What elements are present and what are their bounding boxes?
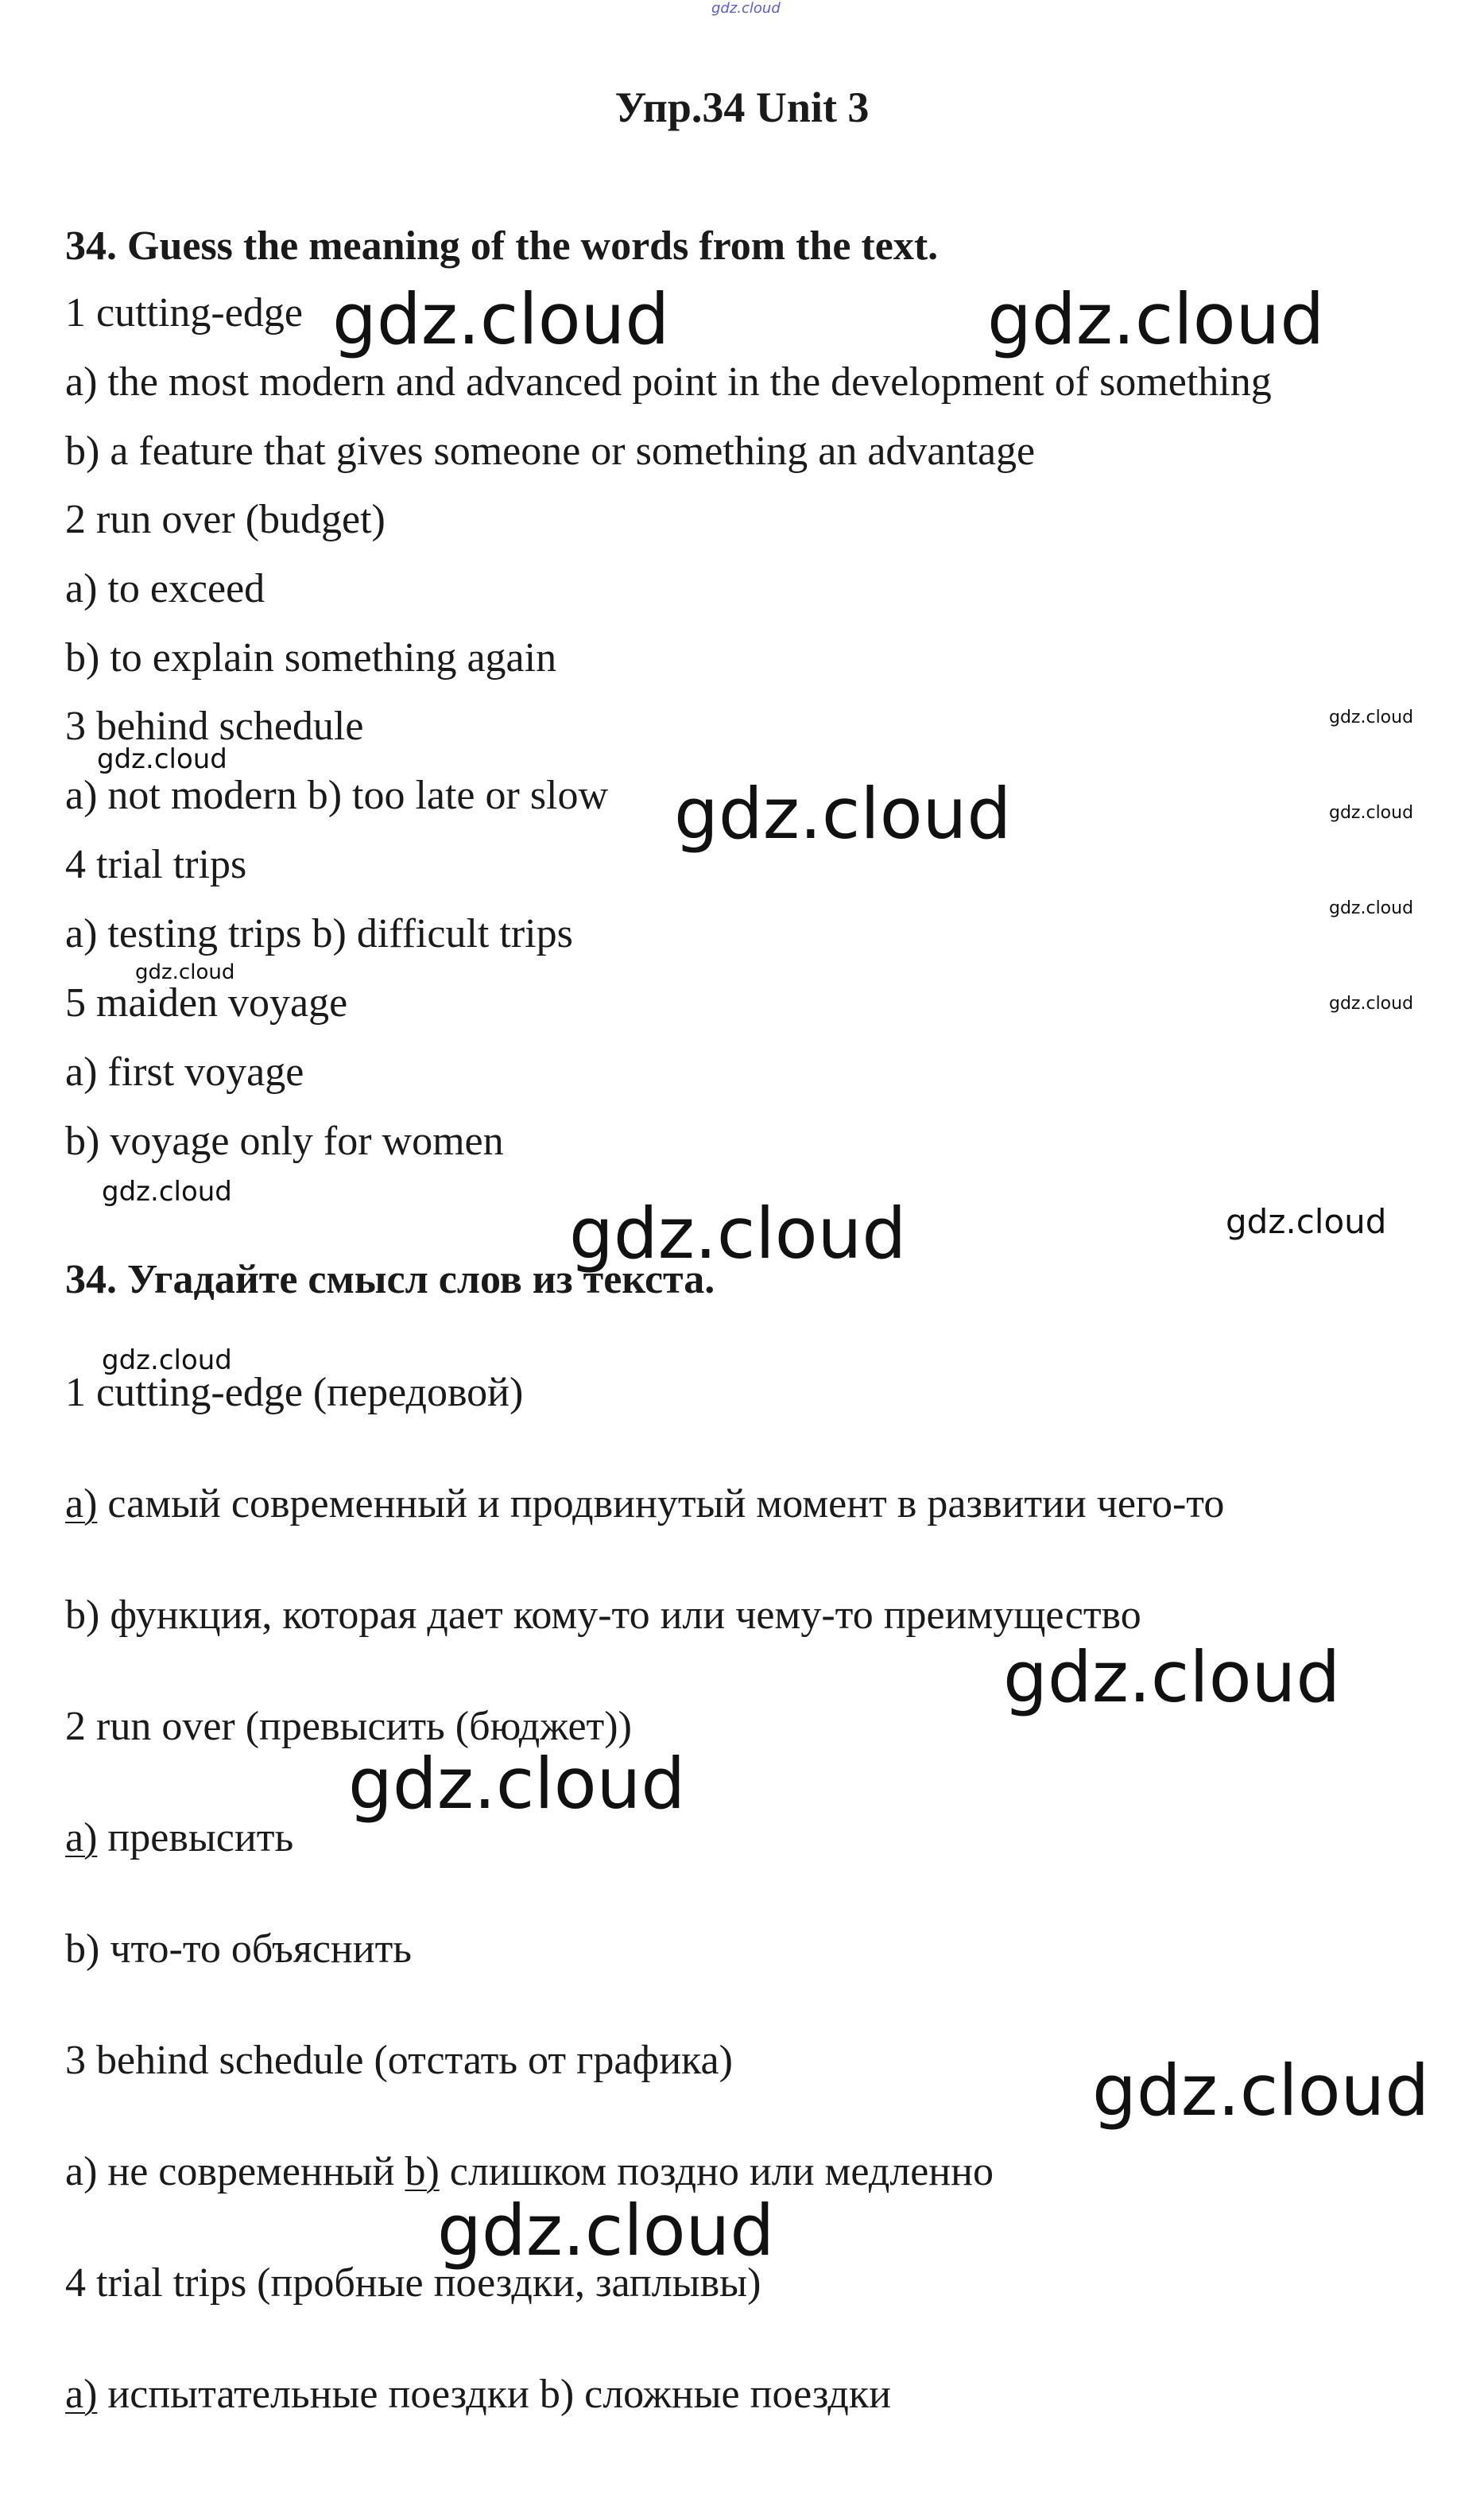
page-title: Упр.34 Unit 3	[614, 83, 870, 131]
answer-marker: a)	[65, 1815, 98, 1860]
ru-item-1-option-a	[65, 1480, 1224, 1528]
watermark: gdz.cloud	[1329, 708, 1414, 727]
en-item-5-option-b: b) voyage only for women	[65, 1119, 504, 1164]
ru-item-1-term: 1 cutting-edge (передовой)	[65, 1370, 524, 1415]
watermark: gdz.cloud	[569, 1193, 907, 1274]
english-heading: 34. Guess the meaning of the words from the text.	[65, 223, 939, 269]
option-text: самый современный и продвинутый момент в развитии чего-то	[97, 1481, 1225, 1526]
watermark: gdz.cloud	[1329, 994, 1414, 1014]
ru-item-4-term: 4 trial trips (пробные поездки, заплывы)	[65, 2260, 761, 2306]
top-watermark: gdz.cloud	[711, 0, 781, 17]
answer-marker: a)	[65, 2372, 98, 2417]
watermark: gdz.cloud	[332, 278, 670, 360]
en-item-2-option-a: a) to exceed	[65, 566, 265, 611]
watermark: gdz.cloud	[102, 1176, 232, 1208]
option-text: испытательные поездки b) сложные поездки	[97, 2372, 891, 2417]
watermark: gdz.cloud	[97, 743, 227, 775]
watermark: gdz.cloud	[1329, 898, 1414, 918]
watermark: gdz.cloud	[1092, 2050, 1430, 2132]
watermark: gdz.cloud	[437, 2190, 775, 2271]
en-item-4-term: 4 trial trips	[65, 842, 247, 887]
ru-item-2-term: 2 run over (превысить (бюджет))	[65, 1704, 632, 1749]
en-item-4-options: a) testing trips b) difficult trips	[65, 911, 573, 956]
watermark: gdz.cloud	[348, 1743, 686, 1825]
ru-item-2-option-b: b) что-то объяснить	[65, 1926, 413, 1972]
ru-item-1-option-b: b) функция, которая дает кому-то или чему-то преимущество	[65, 1592, 1141, 1638]
en-item-5-option-a: a) first voyage	[65, 1049, 304, 1095]
russian-heading: 34. Угадайте смысл слов из текста.	[65, 1257, 715, 1302]
option-text: слишком поздно или медленно	[439, 2149, 994, 2194]
en-item-1-term: 1 cutting-edge	[65, 290, 303, 336]
watermark: gdz.cloud	[1003, 1636, 1341, 1718]
en-item-3-term: 3 behind schedule	[65, 704, 364, 749]
ru-item-4-options	[65, 2371, 891, 2419]
option-text: превысить	[97, 1815, 294, 1860]
watermark: gdz.cloud	[1329, 803, 1414, 823]
watermark: gdz.cloud	[1226, 1202, 1387, 1241]
watermark: gdz.cloud	[135, 960, 235, 984]
watermark: gdz.cloud	[674, 773, 1012, 855]
watermark: gdz.cloud	[987, 278, 1325, 360]
en-item-3-options: a) not modern b) too late or slow	[65, 773, 609, 818]
en-item-2-term: 2 run over (budget)	[65, 497, 386, 542]
ru-item-3-options	[65, 2148, 994, 2196]
option-text: a) не современный	[65, 2149, 405, 2194]
en-item-1-option-b: b) a feature that gives someone or something an advantage	[65, 429, 1036, 474]
en-item-5-term: 5 maiden voyage	[65, 980, 348, 1026]
watermark: gdz.cloud	[102, 1344, 232, 1376]
answer-marker: a)	[65, 1481, 98, 1526]
en-item-2-option-b: b) to explain something again	[65, 635, 557, 681]
ru-item-3-term: 3 behind schedule (отстать от графика)	[65, 2038, 733, 2083]
answer-marker: b)	[405, 2149, 440, 2194]
ru-item-2-option-a	[65, 1814, 293, 1862]
en-item-1-option-a: a) the most modern and advanced point in the development of something	[65, 359, 1272, 405]
